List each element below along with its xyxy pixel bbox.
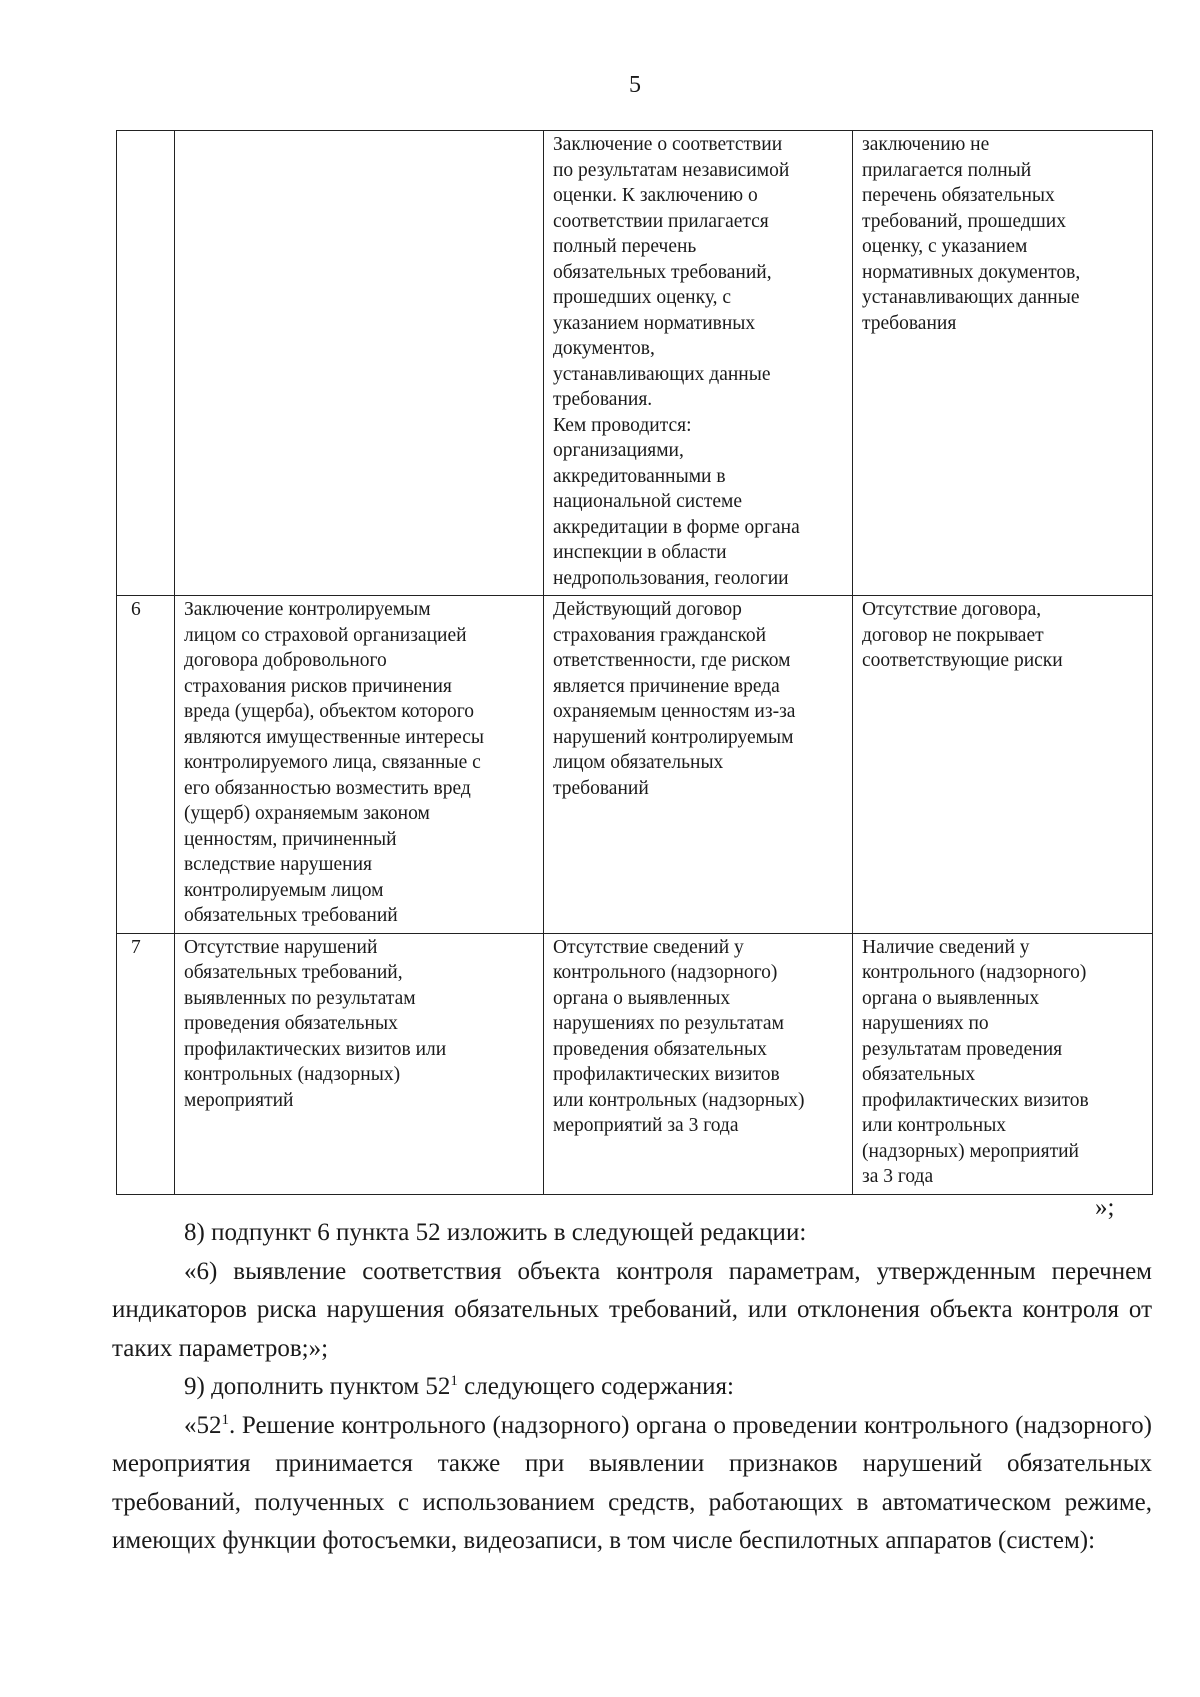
indicator-cell: Отсутствие нарушений обязательных требований, выявленных по результатам проведения обязательных профилактических визитов или контрольных (надзорных) мероприятий — [175, 933, 544, 1194]
row-number-cell: 6 — [117, 596, 175, 934]
row-number-cell — [117, 131, 175, 596]
paragraph-point-52-1 — [112, 1407, 1152, 1561]
row-number-cell: 7 — [117, 933, 175, 1194]
indicator-cell: Заключение контролируемым лицом со страховой организацией договора добровольного страхования рисков причинения вреда (ущерба), объектом которого являются имущественные интересы контролируемого лица, связанные с его обязанностью возместить вред (ущерб) охраняемым законом ценностям, причиненный вследствие нарушения контролируемым лицом обязательных требований — [175, 596, 544, 934]
paragraph-point-52-1-start: «52 — [184, 1411, 222, 1439]
indicators-table-container — [116, 130, 1152, 1195]
document-body — [112, 1214, 1152, 1561]
absence-criterion-cell: Наличие сведений у контрольного (надзорного) органа о выявленных нарушениях по результатам проведения обязательных профилактических визитов или контрольных (надзорных) мероприятий за 3 года — [853, 933, 1153, 1194]
paragraph-item-9 — [112, 1368, 1152, 1407]
criterion-cell: Заключение о соответствии по результатам независимой оценки. К заключению о соответствии прилагается полный перечень обязательных требований, прошедших оценку, с указанием нормативных документов, устанавливающих данные требования. Кем проводится: организациями, аккредитованными в национальной системе аккредитации в форме органа инспекции в области недропользования, геологии — [544, 131, 853, 596]
paragraph-point-52-1-text: . Решение контрольного (надзорного) органа о проведении контрольного (надзорного) мероприятия принимается также при выявлении признаков нарушений обязательных требований, полученных с использованием средств, работающих в автоматическом режиме, имеющих функции фотосъемки, видеозаписи, в том числе беспилотных аппаратов (систем): — [112, 1411, 1152, 1554]
paragraph-item-9-text: 9) дополнить пунктом 52 — [184, 1373, 451, 1400]
absence-criterion-cell: заключению не прилагается полный перечень обязательных требований, прошедших оценку, с указанием нормативных документов, устанавливающих данные требования — [853, 131, 1153, 596]
closing-quote: »; — [1095, 1194, 1115, 1221]
indicator-cell — [175, 131, 544, 596]
criterion-cell: Отсутствие сведений у контрольного (надзорного) органа о выявленных нарушениях по результатам проведения обязательных профилактических визитов или контрольных (надзорных) мероприятий за 3 года — [544, 933, 853, 1194]
superscript: 1 — [221, 1411, 229, 1428]
absence-criterion-cell: Отсутствие договора, договор не покрывает соответствующие риски — [853, 596, 1153, 934]
table-row — [117, 131, 1153, 596]
table-row — [117, 933, 1153, 1194]
table-row — [117, 596, 1153, 934]
paragraph-item-8: 8) подпункт 6 пункта 52 изложить в следующей редакции: — [184, 1219, 807, 1246]
criterion-cell: Действующий договор страхования гражданской ответственности, где риском является причинение вреда охраняемым ценностям из-за нарушений контролируемым лицом обязательных требований — [544, 596, 853, 934]
paragraph-item-9-text-end: следующего содержания: — [457, 1373, 734, 1400]
paragraph-subitem-6-text: «6) выявление соответствия объекта контроля параметрам, утвержденным перечнем индикаторов риска нарушения обязательных требований, или отклонения объекта контроля от таких параметров;»; — [112, 1257, 1152, 1362]
indicators-table — [116, 130, 1153, 1195]
superscript: 1 — [450, 1373, 458, 1389]
page-number: 5 — [629, 72, 641, 98]
